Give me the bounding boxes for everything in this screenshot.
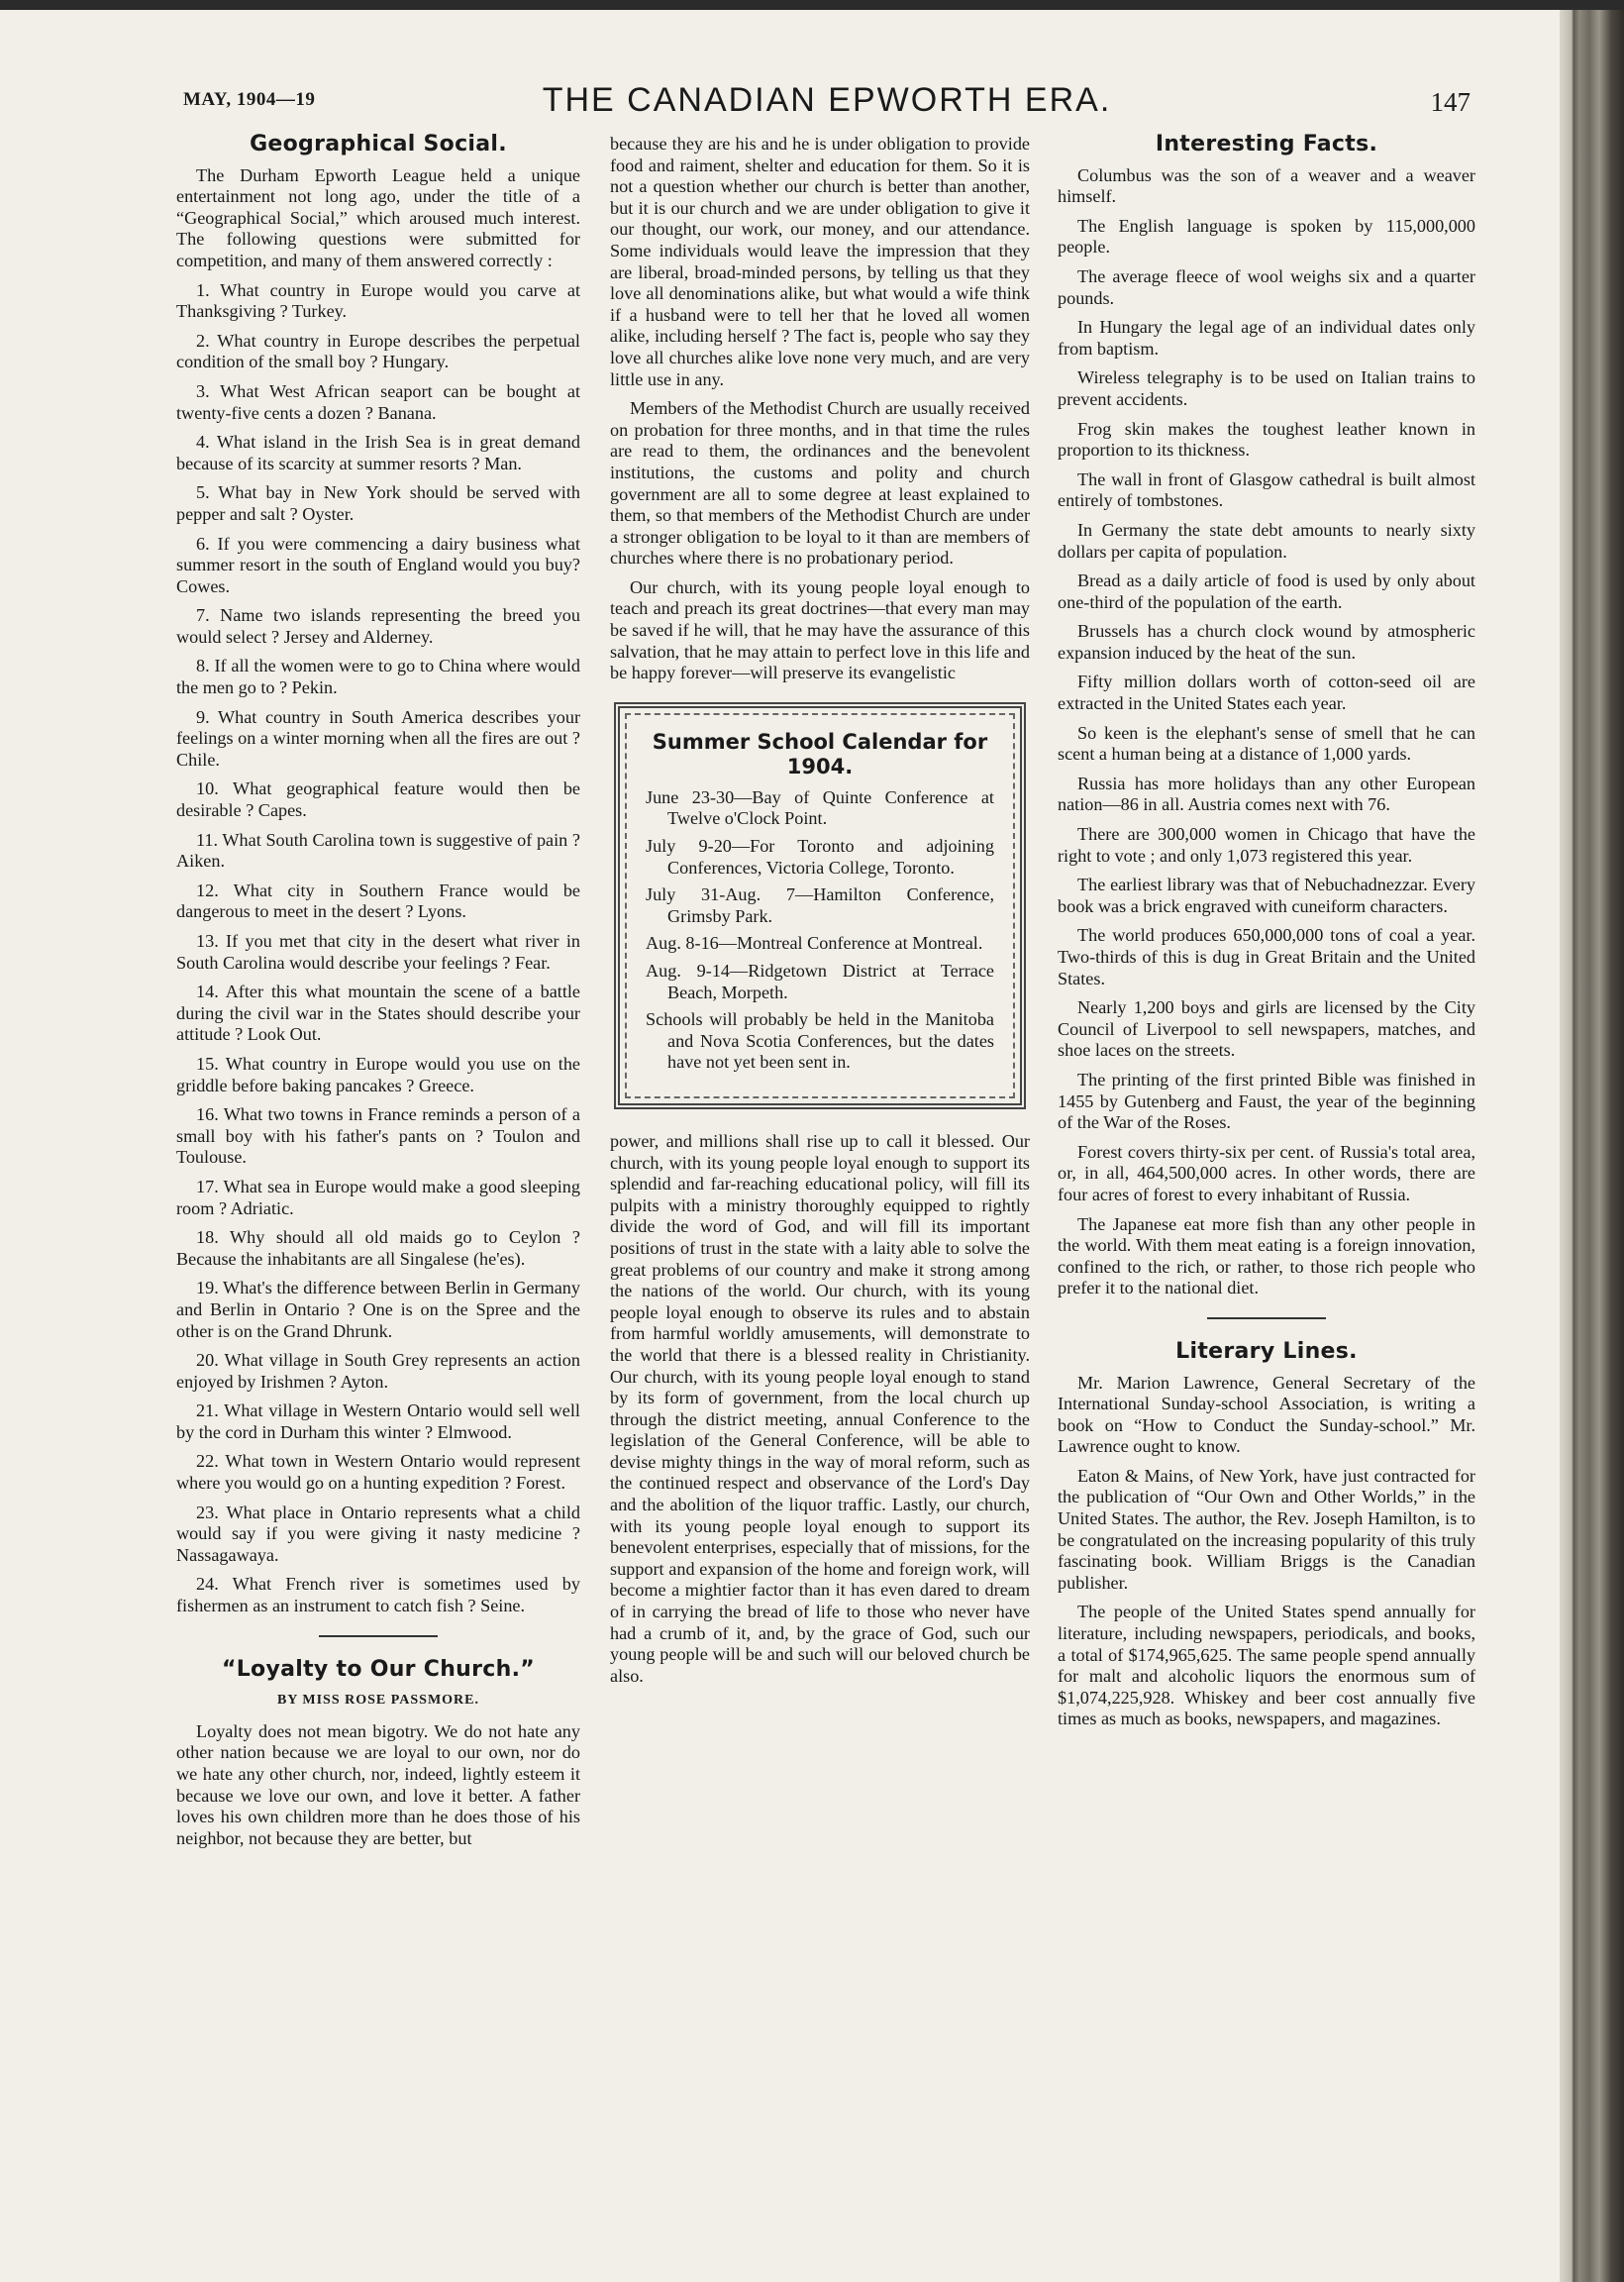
masthead-title: THE CANADIAN EPWORTH ERA.: [542, 81, 1112, 119]
summer-school-list: [646, 787, 994, 1074]
question: 9. What country in South America describes your feelings on a winter morning when all the fires are out ? Chile.: [176, 706, 580, 770]
list-item: Schools will probably be held in the Manitoba and Nova Scotia Conferences, but the dates have not yet been sent in.: [646, 1009, 994, 1073]
loyalty-paragraph: Loyalty does not mean bigotry. We do not hate any other nation because we are loyal to our own, nor do we hate any other church, nor, indeed, lightly esteem it because we love our own, and love it better. A father loves his own children more than he does those of his neighbor, not because they are better, but: [176, 1720, 580, 1848]
scan-top-border: [0, 0, 1624, 10]
interesting-facts-title: Interesting Facts.: [1155, 132, 1378, 156]
question: 2. What country in Europe describes the perpetual condition of the small boy ? Hungary.: [176, 330, 580, 372]
fact-item: In Germany the state debt amounts to nearly sixty dollars per capita of population.: [1058, 519, 1475, 562]
geographical-social-intro: The Durham Epworth League held a unique entertainment not long ago, under the title of a “Geographical Social,” which aroused much interest. The following questions were submitted for competition, and many of them answered correctly :: [176, 164, 580, 270]
fact-item: Bread as a daily article of food is used by only about one-third of the population of the earth.: [1058, 570, 1475, 612]
column-middle: [610, 134, 1030, 1695]
question: 18. Why should all old maids go to Ceylon ? Because the inhabitants are all Singalese (he'es).: [176, 1227, 580, 1269]
literary-item: Eaton & Mains, of New York, have just contracted for the publication of “Our Own and Other Worlds,” in the United States. The author, the Rev. Joseph Hamilton, is to be congratulated on the increasing popularity of this truly fascinating book. William Briggs is the Canadian publisher.: [1058, 1465, 1475, 1593]
loyalty-paragraph-continued: because they are his and he is under obligation to provide food and raiment, shelter and education for them. So it is not a question whether our church is better than another, but it is our church and we are under obligation to give it our thought, our work, our money, and our attendance. Some individuals would leave the impression that they are liberal, broad-minded persons, by telling us that they love all denominations alike, but what would a wife think if a husband were to tell her that he loved all women alike, including herself ? The fact is, people who say they love all churches alike love none very much, and are very little use in any.: [610, 134, 1030, 389]
book-spine-edge: [1560, 10, 1624, 2282]
section-divider: [319, 1635, 438, 1637]
section-divider: [1207, 1317, 1326, 1319]
question: 21. What village in Western Ontario would sell well by the cord in Durham this winter ? Elmwood.: [176, 1400, 580, 1442]
literary-item: The people of the United States spend annually for literature, including newspapers, periodicals, and books, a total of $174,965,625. The same people spend annually for malt and alcoholic liquors the enormous sum of $1,074,225,928. Whiskey and beer cost annually five times as much as books, newspapers, and magazines.: [1058, 1602, 1475, 1729]
loyalty-paragraph: Our church, with its young people loyal enough to teach and preach its great doctrines—that every man may be saved if he will, that he may have the assurance of this salvation, that he may attain to perfect love in this life and be happy forever—will preserve its evangelistic: [610, 576, 1030, 683]
fact-item: The world produces 650,000,000 tons of coal a year. Two-thirds of this is dug in Great Britain and the United States.: [1058, 925, 1475, 988]
question: 10. What geographical feature would then be desirable ? Capes.: [176, 778, 580, 821]
fact-item: Forest covers thirty-six per cent. of Russia's total area, or, in all, 464,500,000 acres. In other words, there are four acres of forest to every inhabitant of Russia.: [1058, 1141, 1475, 1204]
fact-item: Fifty million dollars worth of cotton-seed oil are extracted in the United States each year.: [1058, 672, 1475, 714]
fact-item: So keen is the elephant's sense of smell that he can scent a human being at a distance of 1,000 yards.: [1058, 722, 1475, 765]
question: 3. What West African seaport can be bought at twenty-five cents a dozen ? Banana.: [176, 380, 580, 423]
question: 12. What city in Southern France would be dangerous to meet in the desert ? Lyons.: [176, 880, 580, 922]
fact-item: The English language is spoken by 115,000,000 people.: [1058, 215, 1475, 258]
column-left: [176, 134, 580, 1857]
loyalty-title: “Loyalty to Our Church.”: [221, 1656, 536, 1682]
list-item: June 23-30—Bay of Quinte Conference at Twelve o'Clock Point.: [646, 786, 994, 829]
author-byline: BY MISS ROSE PASSMORE.: [276, 1693, 480, 1709]
question: 15. What country in Europe would you use on the griddle before baking pancakes ? Greece.: [176, 1053, 580, 1095]
fact-item: Frog skin makes the toughest leather known in proportion to its thickness.: [1058, 418, 1475, 461]
issue-date: MAY, 1904—19: [183, 89, 316, 110]
question: 1. What country in Europe would you carve at Thanksgiving ? Turkey.: [176, 279, 580, 322]
question: 14. After this what mountain the scene of a battle during the civil war in the States should describe your attitude ? Look Out.: [176, 982, 580, 1045]
column-right: [1058, 134, 1475, 1738]
page-number: 147: [1430, 87, 1471, 117]
question: 5. What bay in New York should be served with pepper and salt ? Oyster.: [176, 482, 580, 524]
question: 16. What two towns in France reminds a person of a small boy with his father's pants on ? Toulon and Toulouse.: [176, 1104, 580, 1168]
loyalty-paragraph-continued: power, and millions shall rise up to call it blessed. Our church, with its young people loyal enough to support its splendid and far-reaching educational policy, will fill its pulpits with a ministry thoroughly equipped to rightly divide the word of God, and will fill its important positions of trust in the state with a laity able to solve the great problems of our country and make it strong among the nations of the world. Our church, with its young people loyal enough to observe its rules and to abstain from harmful worldly amusements, will demonstrate to the world that there is a blessed reality in Christianity. Our church, with its young people loyal enough to stand by its form of government, from the local church up through the district meeting, annual Conference to the legislation of the General Conference, will be able to devise mighty things in the way of moral reform, such as the continued respect and observance of the Lord's Day and the abolition of the liquor traffic. Lastly, our church, with its young people loyal enough to support its benevolent enterprises, especially that of missions, for the support and expansion of the home and foreign work, will become a mightier factor than it has even dared to dream of in carrying the bread of life to those who never have had a crumb of it, and, by the grace of God, such our young people will be and such will our beloved church be also.: [610, 1130, 1030, 1686]
loyalty-paragraph: Members of the Methodist Church are usually received on probation for three months, and in that time the rules are read to them, the ordinances and the benevolent institutions, the customs and polity and church government are all to some degree at least explained to them, so that members of the Methodist Church are under a stronger obligation to be loyal to it than are members of churches where there is no probationary period.: [610, 398, 1030, 569]
question: 8. If all the women were to go to China where would the men go to ? Pekin.: [176, 656, 580, 698]
list-item: Aug. 9-14—Ridgetown District at Terrace Beach, Morpeth.: [646, 961, 994, 1002]
fact-item: The Japanese eat more fish than any other people in the world. With them meat eating is a foreign innovation, confined to the rich, or rather, to those rich people who prefer it to the national diet.: [1058, 1213, 1475, 1298]
question: 4. What island in the Irish Sea is in great demand because of its scarcity at summer resorts ? Man.: [176, 432, 580, 473]
question: 20. What village in South Grey represents an action enjoyed by Irishmen ? Ayton.: [176, 1350, 580, 1392]
geographical-social-title: Geographical Social.: [250, 132, 507, 156]
fact-item: The wall in front of Glasgow cathedral is built almost entirely of tombstones.: [1058, 468, 1475, 511]
fact-item: There are 300,000 women in Chicago that have the right to vote ; and only 1,073 registered this year.: [1058, 824, 1475, 866]
list-item: July 9-20—For Toronto and adjoining Conferences, Victoria College, Toronto.: [646, 836, 994, 878]
fact-item: The average fleece of wool weighs six and a quarter pounds.: [1058, 265, 1475, 308]
question: 6. If you were commencing a dairy business what summer resort in the south of England would you buy? Cowes.: [176, 533, 580, 596]
fact-item: Columbus was the son of a weaver and a weaver himself.: [1058, 164, 1475, 207]
fact-item: Brussels has a church clock wound by atmospheric expansion induced by the heat of the sun.: [1058, 621, 1475, 663]
question: 24. What French river is sometimes used by fishermen as an instrument to catch fish ? Seine.: [176, 1574, 580, 1616]
fact-item: Nearly 1,200 boys and girls are licensed by the City Council of Liverpool to sell newspapers, matches, and shoe laces on the streets.: [1058, 997, 1475, 1061]
list-item: July 31-Aug. 7—Hamilton Conference, Grimsby Park.: [646, 884, 994, 926]
question: 19. What's the difference between Berlin in Germany and Berlin in Ontario ? One is on the Spree and the other is on the Grand Dhrunk.: [176, 1278, 580, 1341]
question: 22. What town in Western Ontario would represent where you would go on a hunting expedition ? Forest.: [176, 1451, 580, 1494]
summer-school-box: [614, 702, 1026, 1109]
question: 11. What South Carolina town is suggestive of pain ? Aiken.: [176, 829, 580, 872]
fact-item: Wireless telegraphy is to be used on Italian trains to prevent accidents.: [1058, 367, 1475, 409]
literary-lines-title: Literary Lines.: [1175, 1338, 1358, 1364]
list-item: Aug. 8-16—Montreal Conference at Montreal.: [646, 933, 983, 954]
fact-item: In Hungary the legal age of an individual dates only from baptism.: [1058, 317, 1475, 359]
fact-item: Russia has more holidays than any other European nation—86 in all. Austria comes next with 76.: [1058, 773, 1475, 815]
question: 23. What place in Ontario represents what a child would say if you were giving it nasty medicine ? Nassagawaya.: [176, 1502, 580, 1565]
literary-item: Mr. Marion Lawrence, General Secretary of the International Sunday-school Association, is writing a book on “How to Conduct the Sunday-school.” Mr. Lawrence ought to know.: [1058, 1372, 1475, 1457]
question: 17. What sea in Europe would make a good sleeping room ? Adriatic.: [176, 1176, 580, 1218]
question: 7. Name two islands representing the breed you would select ? Jersey and Alderney.: [176, 605, 580, 647]
question: 13. If you met that city in the desert what river in South Carolina would describe your feelings ? Fear.: [176, 931, 580, 973]
fact-item: The printing of the first printed Bible was finished in 1455 by Gutenberg and Faust, the year of the beginning of the War of the Roses.: [1058, 1069, 1475, 1133]
fact-item: The earliest library was that of Nebuchadnezzar. Every book was a brick engraved with cuneiform characters.: [1058, 875, 1475, 916]
summer-school-title: Summer School Calendar for 1904.: [652, 729, 988, 778]
running-header: [183, 81, 1471, 129]
